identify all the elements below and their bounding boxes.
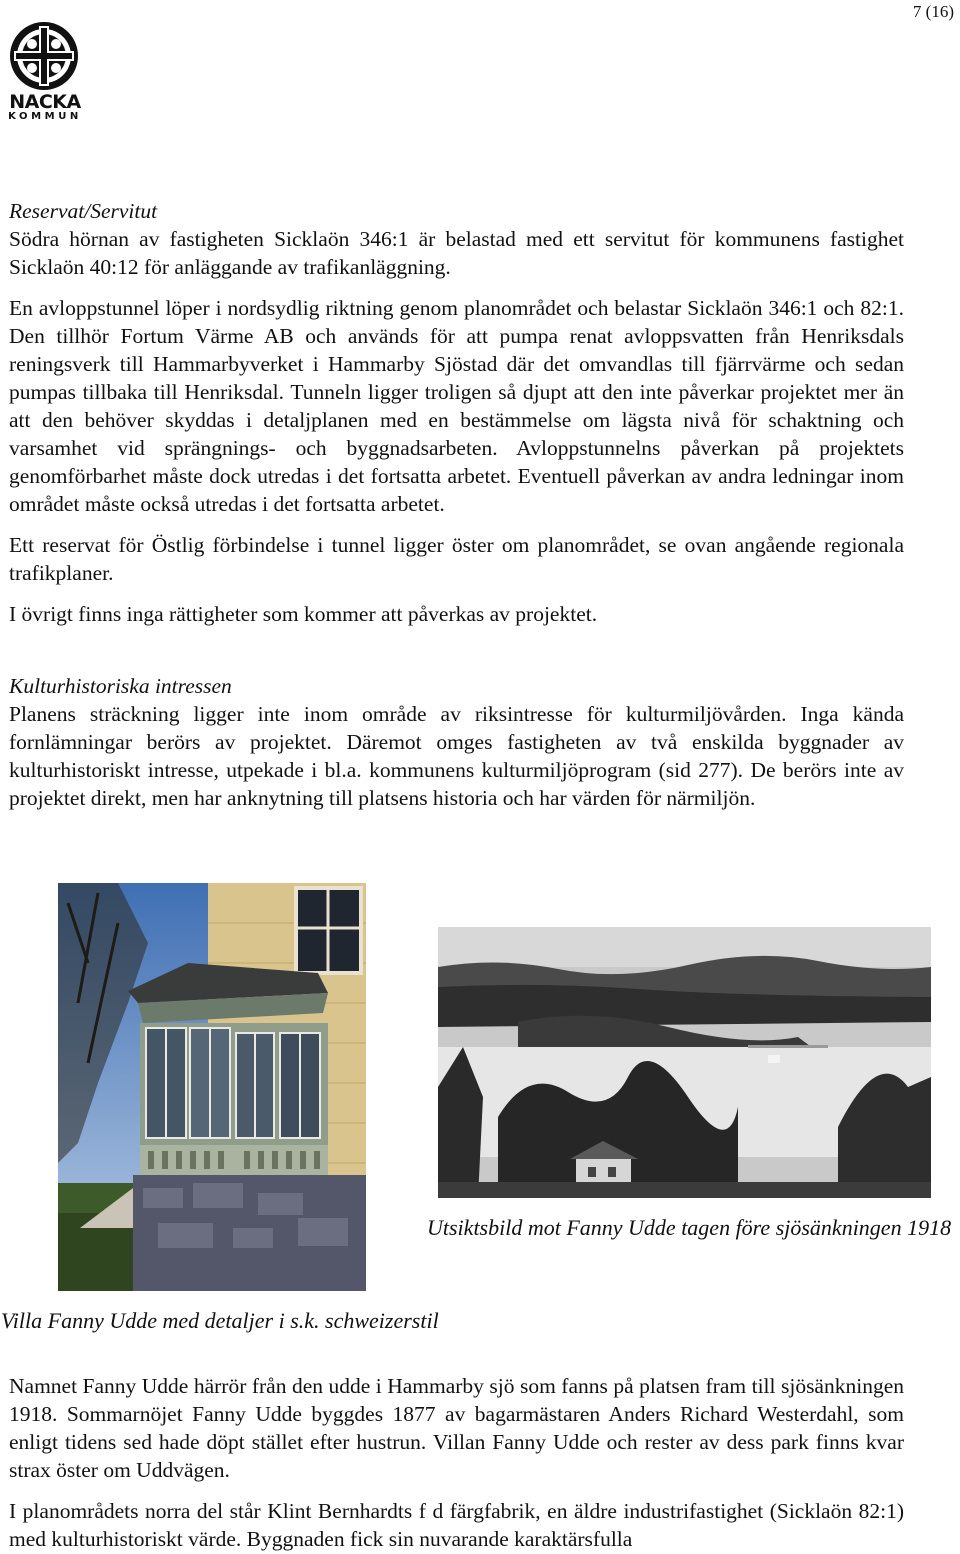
logo-name: NACKA [9,91,81,113]
reservat-paragraph-1: Södra hörnan av fastigheten Sicklaön 346:1 är belastad med ett servitut för kommunens fastighet Sicklaön 40:12 för anläggande av trafikanläggning. [9,227,904,279]
historic-view-photo [438,927,931,1198]
coat-of-arms-icon [8,20,82,92]
reservat-paragraph-4: I övrigt finns inga rättigheter som kommer att påverkas av projektet. [9,602,598,626]
reservat-heading: Reservat/Servitut [9,199,158,223]
history-section [9,1372,904,1553]
view-photo-caption: Utsiktsbild mot Fanny Udde tagen före sjösänkningen 1918 [427,1215,952,1240]
kultur-section [9,672,904,812]
kultur-heading: Kulturhistoriska intressen [9,674,232,698]
villa-fanny-udde-photo [58,883,366,1291]
reservat-section [9,197,904,628]
history-paragraph-1: Namnet Fanny Udde härrör från den udde i Hammarby sjö som fanns på platsen fram till sjösänkningen 1918. Sommarnöjet Fanny Udde byggdes 1877 av bagarmästaren Anders Richard Westerdahl, som enligt tidens sed hade döpt stället efter hustrun. Villan Fanny Udde och rester av dess park finns kvar strax öster om Uddvägen. [9,1374,904,1482]
villa-photo-caption: Villa Fanny Udde med detaljer i s.k. schweizerstil [1,1308,439,1333]
history-paragraph-2: I planområdets norra del står Klint Bernhardts f d färgfabrik, en äldre industrifastighet (Sicklaön 82:1) med kulturhistoriskt värde. Byggnaden fick sin nuvarande karaktärsfulla [9,1499,904,1551]
reservat-paragraph-3: Ett reservat för Östlig förbindelse i tunnel ligger öster om planområdet, se ovan angående regionala trafikplaner. [9,533,904,585]
kultur-paragraph-1: Planens sträckning ligger inte inom område av riksintresse för kulturmiljövården. Inga kända fornlämningar berörs av projektet. Däremot omges fastigheten av två enskilda byggnader av kulturhistoriskt intresse, utpekade i bl.a. kommunens kulturmiljöprogram (sid 277). De berörs inte av projektet direkt, men har anknytning till platsens historia och har värden för närmiljön. [9,702,904,810]
nacka-kommun-logo [8,20,82,126]
logo-subtitle: KOMMUN [8,111,82,122]
page-number: 7 (16) [912,2,954,21]
reservat-paragraph-2: En avloppstunnel löper i nordsydlig riktning genom planområdet och belastar Sicklaön 346:1 och 82:1. Den tillhör Fortum Värme AB och används för att pumpa renat avloppsvatten från Henriksdals reningsverk till Hammarbyverket i Hammarby Sjöstad där det omvandlas till fjärrvärme och sedan pumpas tillbaka till Henriksdal. Tunneln ligger troligen så djupt att den inte påverkar projektet mer än att den behöver skyddas i detaljplanen med en bestämmelse om lägsta nivå för schaktning och varsamhet vid sprängnings- och byggnadsarbeten. Avloppstunnelns påverkan på projektets genomförbarhet måste dock utredas i det fortsatta arbetet. Eventuell påverkan av andra ledningar inom området måste också utredas i det fortsatta arbetet. [9,296,904,516]
